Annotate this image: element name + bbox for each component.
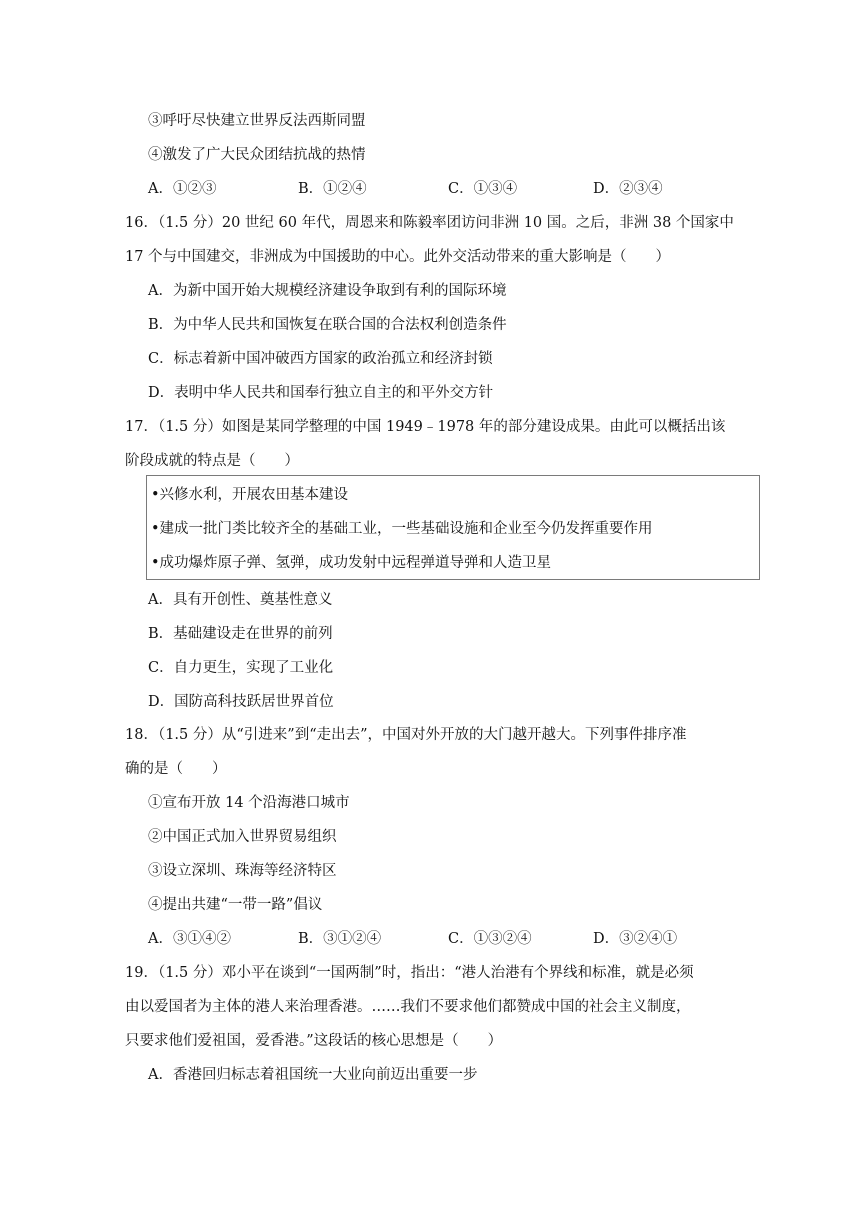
q17-option-d[interactable]: D．国防高科技跃居世界首位 xyxy=(148,694,334,710)
q18-statement-3: ③设立深圳、珠海等经济特区 xyxy=(148,863,337,879)
q18-option-d[interactable]: D．③②④① xyxy=(593,931,678,947)
q18-stem-line-2: 确的是（ ） xyxy=(125,761,227,777)
q17-box-item-3: •成功爆炸原子弹、氢弹，成功发射中远程弹道导弹和人造卫星 xyxy=(151,555,552,571)
q19-option-a[interactable]: A．香港回归标志着祖国统一大业向前迈出重要一步 xyxy=(148,1067,478,1083)
q17-option-c[interactable]: C．自力更生，实现了工业化 xyxy=(148,660,334,676)
q15-option-d[interactable]: D．②③④ xyxy=(593,181,663,197)
q18-stem-line-1: 18．（1.5 分）从“引进来”到“走出去”，中国对外开放的大门越开越大。下列事件排序准 xyxy=(125,727,687,743)
q16-option-d[interactable]: D．表明中华人民共和国奉行独立自主的和平外交方针 xyxy=(148,385,494,401)
q17-option-a[interactable]: A．具有开创性、奠基性意义 xyxy=(148,592,333,608)
q16-option-b[interactable]: B．为中华人民共和国恢复在联合国的合法权利创造条件 xyxy=(148,317,507,333)
q15-option-b[interactable]: B．①②④ xyxy=(298,181,367,197)
q19-stem-line-2: 由以爱国者为主体的港人来治理香港。……我们不要求他们都赞成中国的社会主义制度， xyxy=(125,999,691,1015)
q15-statement-3: ③呼吁尽快建立世界反法西斯同盟 xyxy=(148,113,366,129)
q18-option-c[interactable]: C．①③②④ xyxy=(448,931,532,947)
q17-box-item-2: •建成一批门类比较齐全的基础工业，一些基础设施和企业至今仍发挥重要作用 xyxy=(151,521,653,537)
q16-stem-line-2: 17 个与中国建交，非洲成为中国援助的中心。此外交活动带来的重大影响是（ ） xyxy=(125,249,671,265)
q16-stem-line-1: 16．（1.5 分）20 世纪 60 年代，周恩来和陈毅率团访问非洲 10 国。之后，非洲 38 个国家中 xyxy=(125,215,734,231)
q17-box-item-1: •兴修水利，开展农田基本建设 xyxy=(151,487,349,503)
q15-option-c[interactable]: C．①③④ xyxy=(448,181,518,197)
q18-statement-4: ④提出共建“一带一路”倡议 xyxy=(148,897,323,913)
q19-stem-line-1: 19．（1.5 分）邓小平在谈到“一国两制”时，指出：“港人治港有个界线和标准，就是必须 xyxy=(125,965,694,981)
q15-option-a[interactable]: A．①②③ xyxy=(148,181,217,197)
q16-option-a[interactable]: A．为新中国开始大规模经济建设争取到有利的国际环境 xyxy=(148,283,507,299)
q17-option-b[interactable]: B．基础建设走在世界的前列 xyxy=(148,626,333,642)
q17-stem-line-1: 17．（1.5 分）如图是某同学整理的中国 1949﹣1978 年的部分建设成果。由此可以概括出该 xyxy=(125,419,726,435)
q19-stem-line-3: 只要求他们爱祖国，爱香港。”这段话的核心思想是（ ） xyxy=(125,1033,503,1049)
q15-statement-4: ④激发了广大民众团结抗战的热情 xyxy=(148,147,366,163)
q17-stem-line-2: 阶段成就的特点是（ ） xyxy=(125,453,299,469)
q17-achievement-box xyxy=(146,475,760,580)
q16-option-c[interactable]: C．标志着新中国冲破西方国家的政治孤立和经济封锁 xyxy=(148,351,493,367)
q18-option-a[interactable]: A．③①④② xyxy=(148,931,231,947)
q18-option-b[interactable]: B．③①②④ xyxy=(298,931,382,947)
q18-statement-1: ①宣布开放 14 个沿海港口城市 xyxy=(148,795,350,811)
q18-statement-2: ②中国正式加入世界贸易组织 xyxy=(148,829,337,845)
